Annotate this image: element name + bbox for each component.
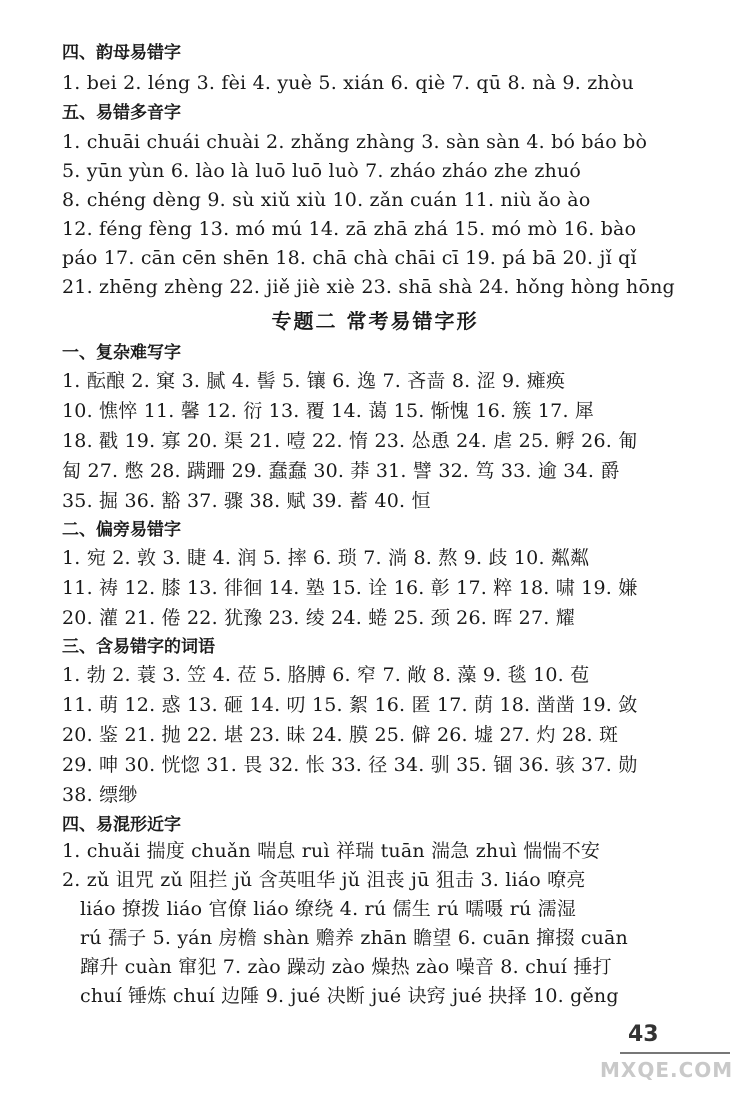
answer-line: 1. 宛 2. 敦 3. 睫 4. 润 5. 摔 6. 琐 7. 淌 8. 熬 9. 歧 10. 粼粼 xyxy=(62,547,590,569)
answer-line: 匐 27. 憋 28. 蹒跚 29. 蠢蠢 30. 莽 31. 譬 32. 笃 33. 逾 34. 爵 xyxy=(62,460,620,482)
answer-line: 21. zhēng zhèng 22. jiě jiè xiè 23. shā shà 24. hǒng hòng hōng xyxy=(62,276,675,298)
answer-line: 1. 酝酿 2. 窠 3. 腻 4. 髻 5. 镶 6. 逸 7. 吝啬 8. 涩 9. 瘫痪 xyxy=(62,370,566,392)
answer-line: 8. chéng dèng 9. sù xiǔ xiù 10. zǎn cuán 11. niù ǎo ào xyxy=(62,189,591,211)
answer-line: liáo 撩拨 liáo 官僚 liáo 缭绕 4. rú 儒生 rú 嚅嗫 rú 濡湿 xyxy=(80,898,577,920)
page-number-rule xyxy=(620,1052,730,1054)
answer-line: páo 17. cān cēn shēn 18. chā chà chāi cī 19. pá bā 20. jǐ qǐ xyxy=(62,247,637,269)
answer-line: 1. 勃 2. 蓑 3. 笠 4. 莅 5. 胳膊 6. 窄 7. 敞 8. 藻 9. 毯 10. 苞 xyxy=(62,664,590,686)
section-heading-final-errors: 四、韵母易错字 xyxy=(62,43,181,63)
answer-line: 12. féng fèng 13. mó mú 14. zā zhā zhá 15. mó mò 16. bào xyxy=(62,218,637,240)
answer-line: 29. 呻 30. 恍惚 31. 畏 32. 怅 33. 径 34. 驯 35. 锢 36. 骇 37. 勋 xyxy=(62,754,638,776)
watermark: MXQE.COM xyxy=(600,1058,734,1082)
answer-line: 2. zǔ 诅咒 zǔ 阻拦 jǔ 含英咀华 jǔ 沮丧 jū 狙击 3. liáo 嘹亮 xyxy=(62,869,586,891)
answer-line: 20. 鉴 21. 抛 22. 堪 23. 昧 24. 膜 25. 僻 26. 墟 27. 灼 28. 斑 xyxy=(62,724,619,746)
answer-line: 1. bei 2. léng 3. fèi 4. yuè 5. xián 6. qiè 7. qū 8. nà 9. zhòu xyxy=(62,72,634,94)
section-heading-words: 三、含易错字的词语 xyxy=(62,637,215,657)
topic-title: 专题二 常考易错字形 xyxy=(271,309,479,333)
answer-line: 11. 萌 12. 惑 13. 砸 14. 叨 15. 絮 16. 匿 17. 荫 18. 凿凿 19. 敛 xyxy=(62,694,638,716)
section-heading-similar-chars: 四、易混形近字 xyxy=(62,815,181,835)
answer-line: chuí 锤炼 chuí 边陲 9. jué 决断 jué 诀窍 jué 抉择 10. gěng xyxy=(80,985,619,1007)
section-heading-complex-chars: 一、复杂难写字 xyxy=(62,343,181,363)
answer-line: 38. 缥缈 xyxy=(62,784,138,806)
answer-line: 1. chuāi chuái chuài 2. zhǎng zhàng 3. sàn sàn 4. bó báo bò xyxy=(62,131,648,153)
answer-line: 35. 掘 36. 豁 37. 骤 38. 赋 39. 蓄 40. 恒 xyxy=(62,490,431,512)
answer-line: 1. chuǎi 揣度 chuǎn 喘息 ruì 祥瑞 tuān 湍急 zhuì 惴惴不安 xyxy=(62,840,601,862)
section-heading-radicals: 二、偏旁易错字 xyxy=(62,520,181,540)
answer-line: 11. 祷 12. 膝 13. 徘徊 14. 塾 15. 诠 16. 彰 17. 粹 18. 啸 19. 嫌 xyxy=(62,577,638,599)
answer-line: 20. 灌 21. 倦 22. 犹豫 23. 绫 24. 蜷 25. 颈 26. 晖 27. 耀 xyxy=(62,607,575,629)
answer-line: 蹿升 cuàn 窜犯 7. zào 躁动 zào 燥热 zào 噪音 8. chuí 捶打 xyxy=(80,956,612,978)
answer-line: rú 孺子 5. yán 房檐 shàn 赡养 zhān 瞻望 6. cuān 撺掇 cuān xyxy=(80,927,628,949)
answer-line: 10. 憔悴 11. 馨 12. 衍 13. 覆 14. 蔼 15. 惭愧 16. 簇 17. 犀 xyxy=(62,400,595,422)
answer-line: 5. yūn yùn 6. lào là luō luō luò 7. zháo zháo zhe zhuó xyxy=(62,160,582,182)
section-heading-polyphones: 五、易错多音字 xyxy=(62,103,181,123)
page-number: 43 xyxy=(628,1022,659,1047)
answer-line: 18. 戳 19. 寡 20. 渠 21. 噎 22. 惰 23. 怂恿 24. 虐 25. 孵 26. 匍 xyxy=(62,430,638,452)
